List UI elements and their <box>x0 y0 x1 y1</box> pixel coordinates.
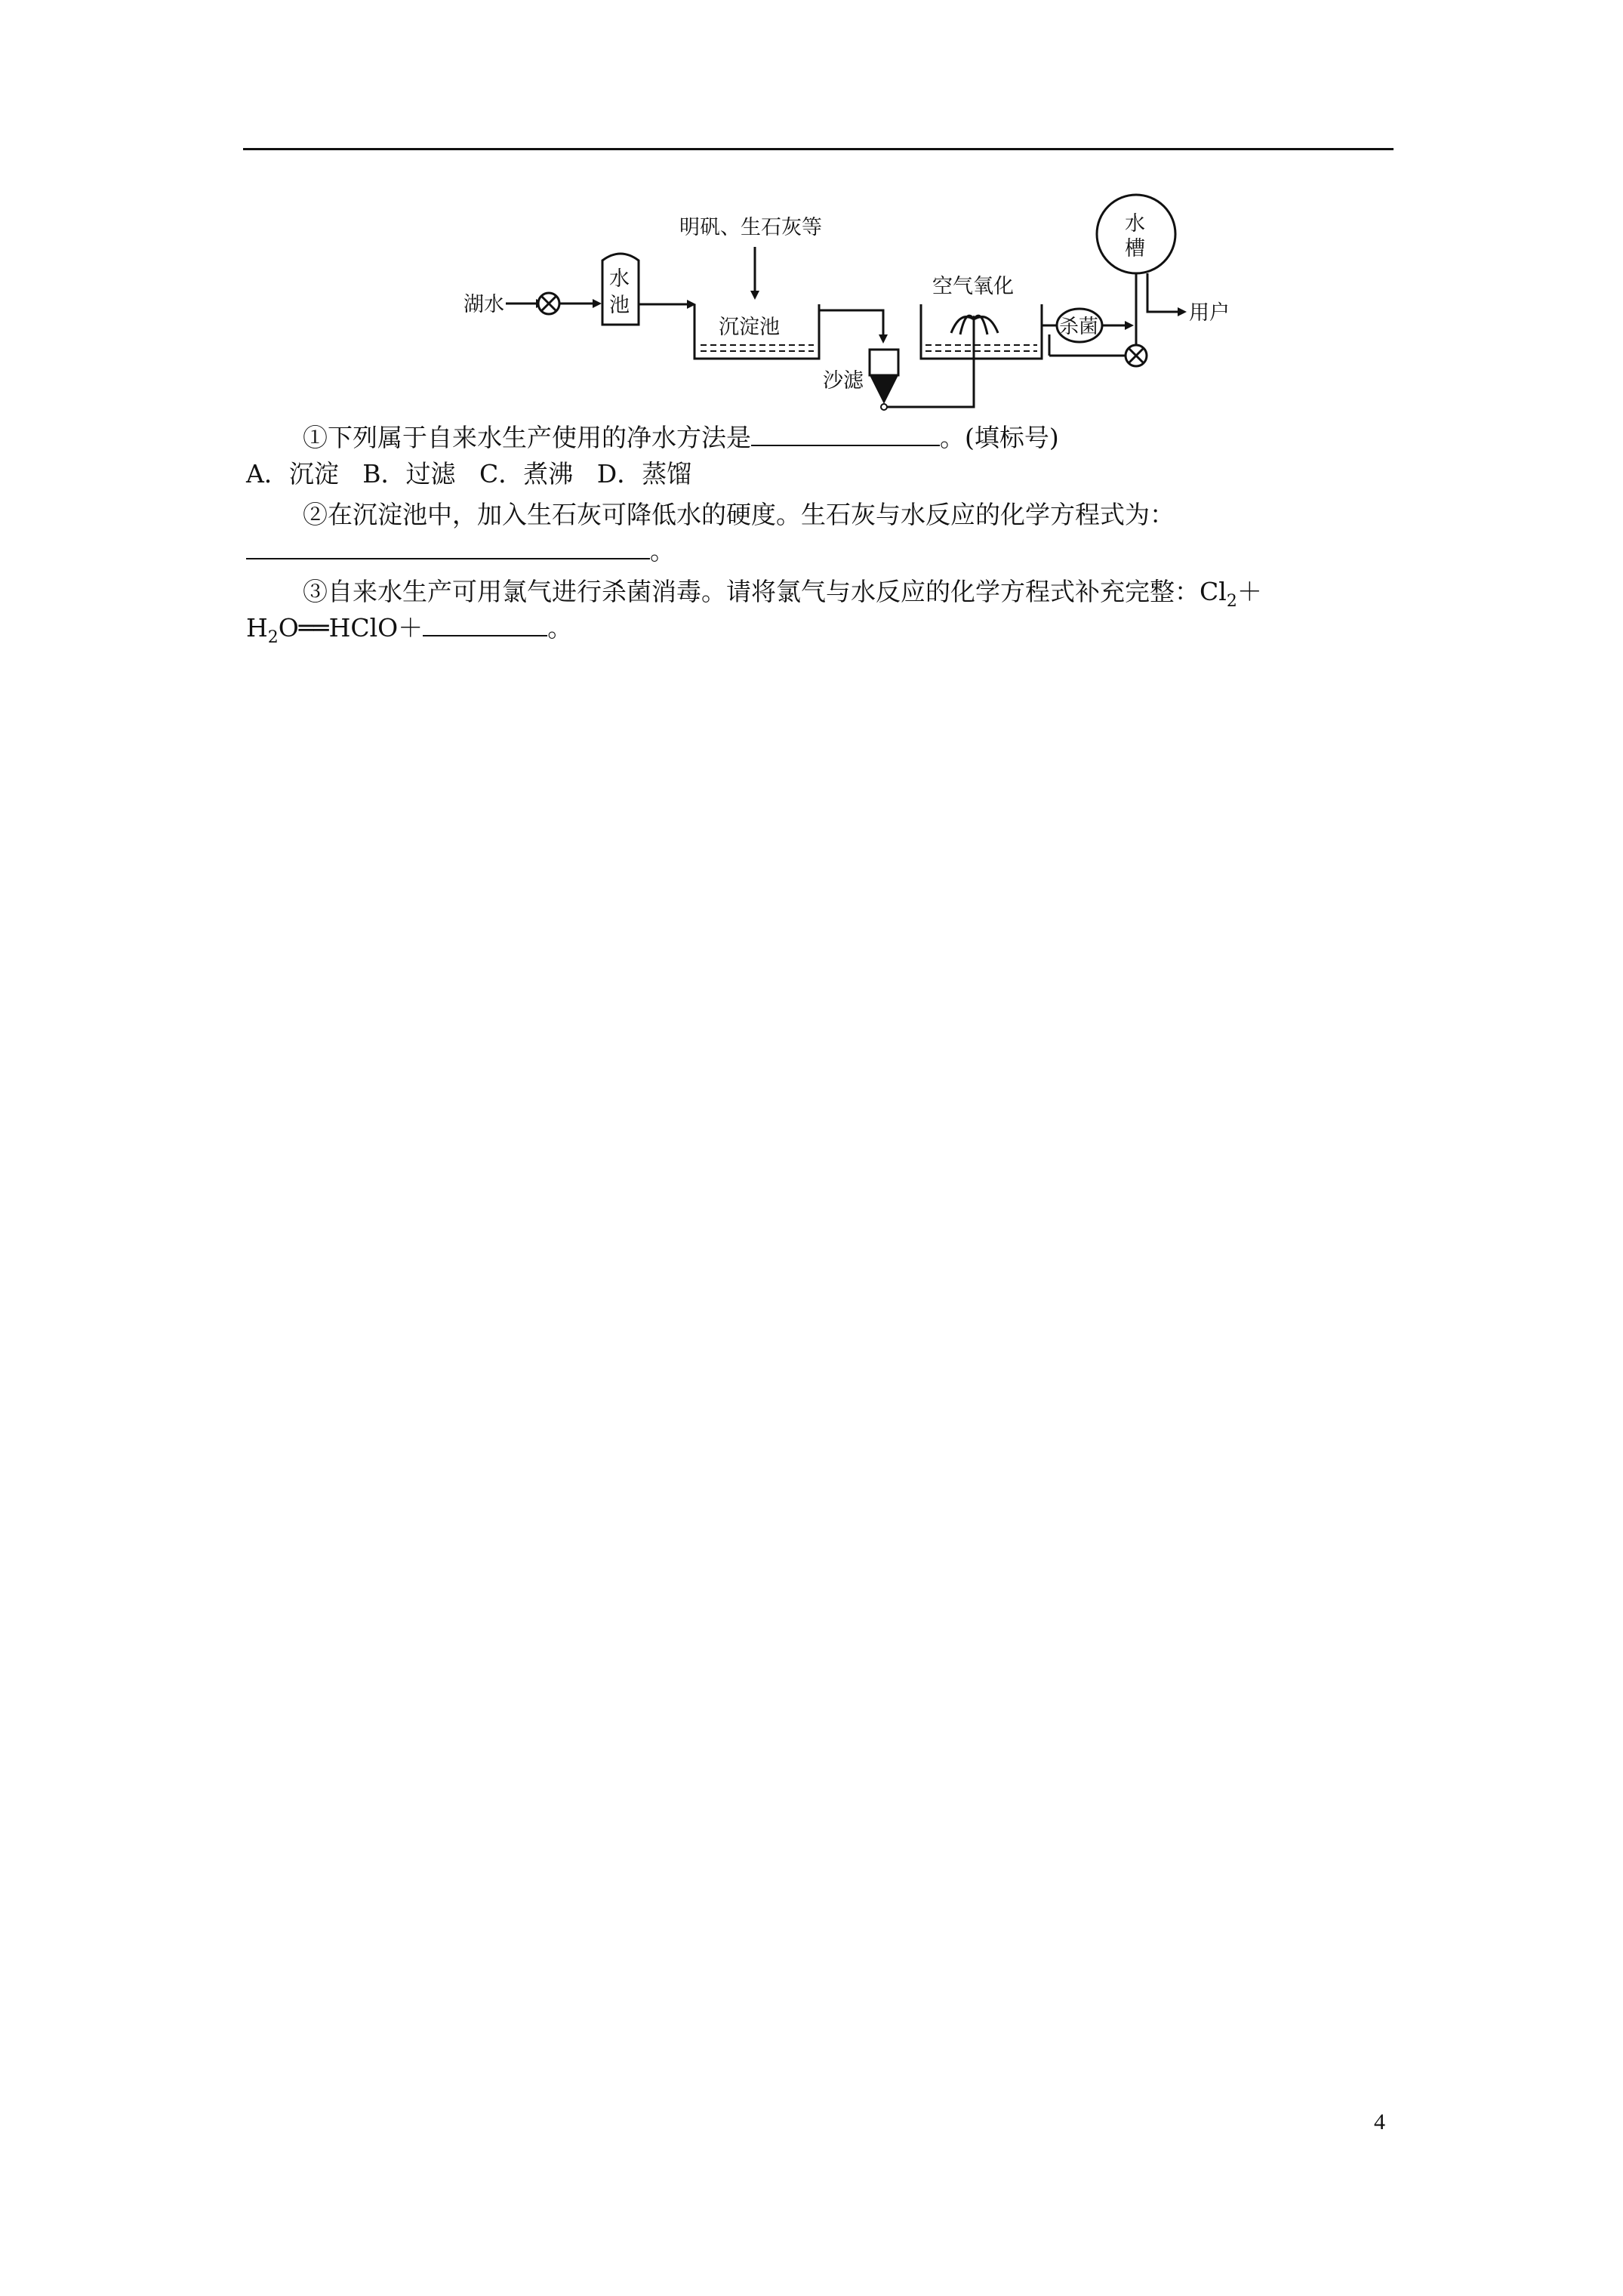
sterilization-unit <box>1057 309 1102 342</box>
answer-blank-3 <box>423 614 547 636</box>
question-2-answer: 。 <box>246 536 675 566</box>
svg-text:水: 水 <box>609 267 630 291</box>
reservoir-tank <box>602 254 639 325</box>
question-3: ③自来水生产可用氯气进行杀菌消毒。请将氯气与水反应的化学方程式补充完整：$Cl_2+$ <box>303 577 1262 611</box>
header-rule <box>243 148 1394 150</box>
svg-text:空气氧化: 空气氧化 <box>932 275 1014 298</box>
svg-text:水: 水 <box>1125 212 1145 236</box>
valve-icon <box>538 293 559 314</box>
answer-blank-2 <box>246 537 650 559</box>
svg-text:沙滤: 沙滤 <box>823 369 864 393</box>
water-tank <box>1097 195 1175 273</box>
question-1-options: A．沉淀 B．过滤 C．煮沸 D．蒸馏 <box>246 459 692 488</box>
sand-filter <box>823 350 898 410</box>
svg-text:杀菌: 杀菌 <box>1059 316 1099 338</box>
water-treatment-diagram <box>445 177 1276 419</box>
page-number: 4 <box>1374 2110 1385 2134</box>
svg-text:槽: 槽 <box>1125 237 1145 260</box>
additives-label: 明矾、生石灰等 <box>679 216 822 239</box>
lake-water-label: 湖水 <box>463 293 504 316</box>
answer-blank-1 <box>751 424 940 446</box>
question-3-equation: $H_2O══HClO+$ 。 <box>246 613 573 647</box>
question-2: ②在沉淀池中，加入生石灰可降低水的硬度。生石灰与水反应的化学方程式为： <box>303 500 1175 529</box>
svg-text:沉淀池: 沉淀池 <box>719 316 780 339</box>
users-label: 用户 <box>1189 301 1230 325</box>
question-1: ①下列属于自来水生产使用的净水方法是 。(填标号) <box>303 423 1059 452</box>
sedimentation-tank <box>694 304 819 359</box>
aeration-tank <box>921 275 1042 359</box>
valve-icon <box>1126 345 1147 366</box>
svg-text:池: 池 <box>609 294 630 317</box>
